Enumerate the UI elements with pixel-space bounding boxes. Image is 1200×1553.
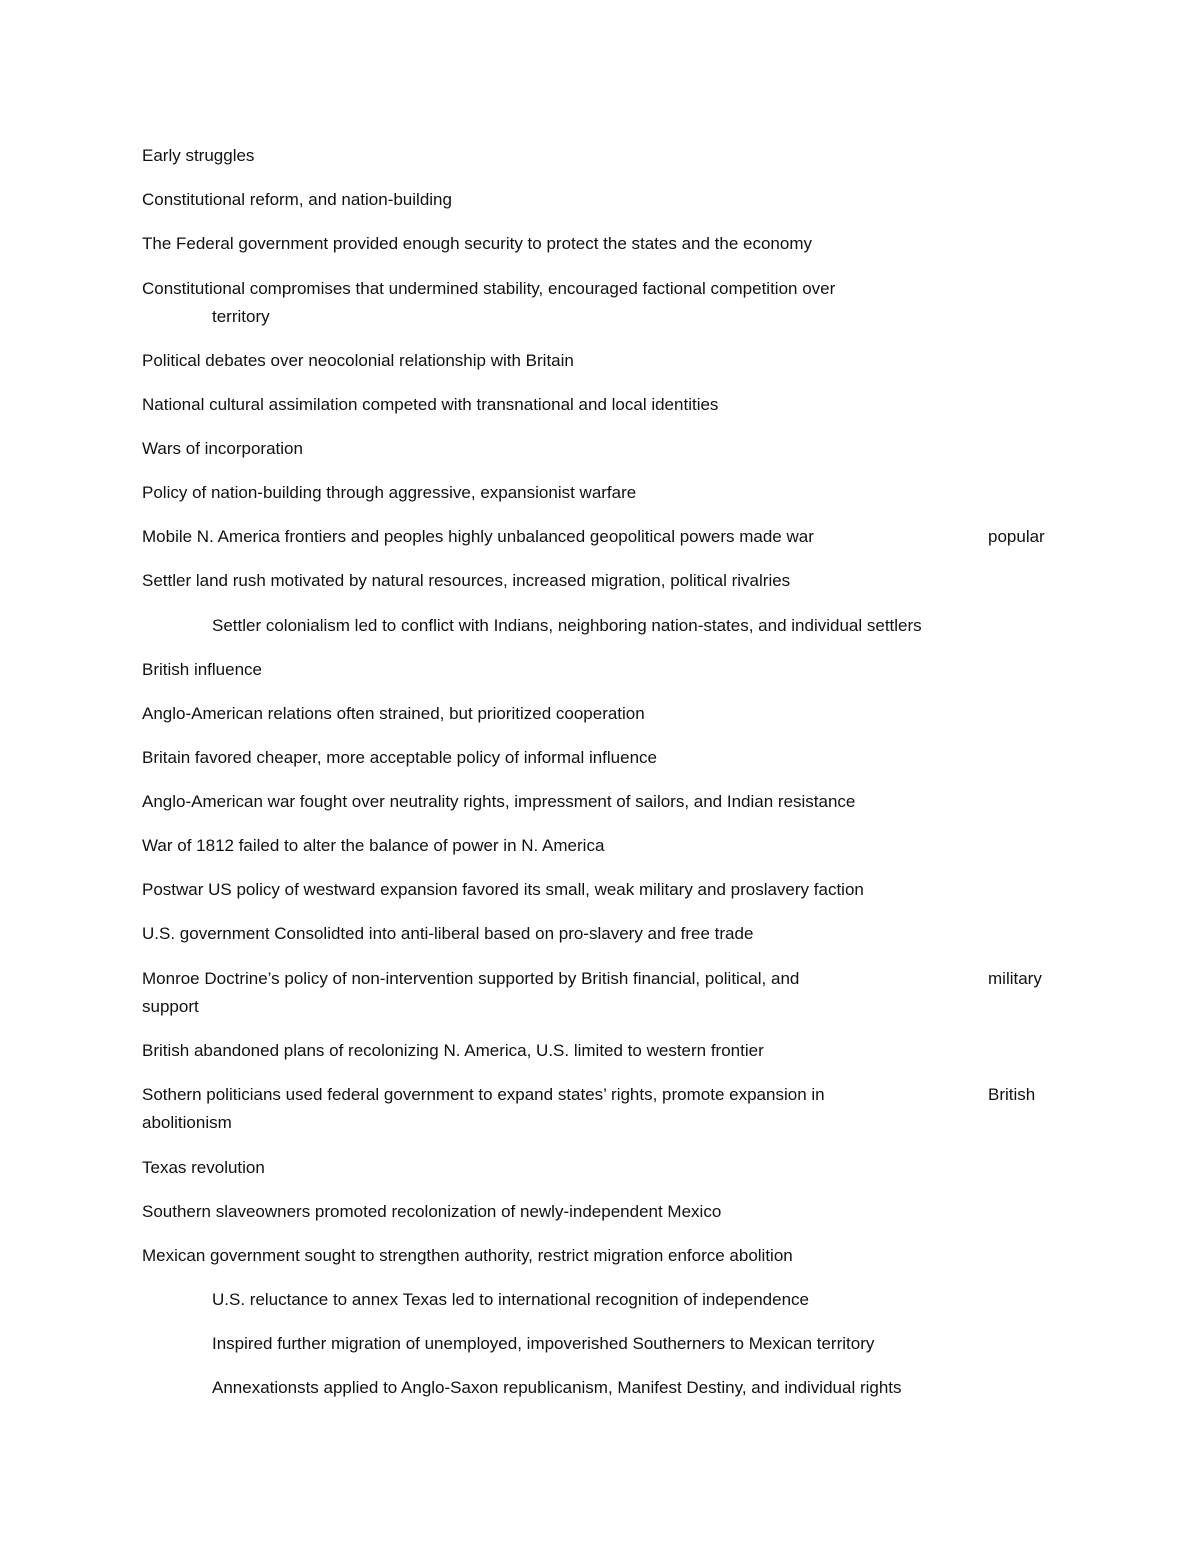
text-line: U.S. reluctance to annex Texas led to international recognition of independence: [212, 1290, 809, 1309]
text-line: Constitutional reform, and nation-building: [142, 190, 452, 209]
text-line: Britain favored cheaper, more acceptable policy of informal influence: [142, 748, 658, 767]
text-line-tab-word: British: [988, 1085, 1036, 1104]
text-line: territory: [212, 307, 270, 326]
text-line: Wars of incorporation: [142, 439, 303, 458]
text-line: Anglo-American war fought over neutrality rights, impressment of sailors, and Indian resistance: [142, 792, 856, 811]
text-line: Postwar US policy of westward expansion favored its small, weak military and proslavery faction: [142, 880, 864, 899]
text-line: Policy of nation-building through aggressive, expansionist warfare: [142, 483, 637, 502]
text-line: Settler land rush motivated by natural resources, increased migration, political rivalries: [142, 571, 791, 590]
text-line: British abandoned plans of recolonizing N. America, U.S. limited to western frontier: [142, 1041, 764, 1060]
text-line: Monroe Doctrine’s policy of non-intervention supported by British financial, political, and: [142, 969, 800, 988]
text-line: Inspired further migration of unemployed, impoverished Southerners to Mexican territory: [212, 1334, 875, 1353]
text-line: Southern slaveowners promoted recolonization of newly-independent Mexico: [142, 1202, 722, 1221]
text-line: Anglo-American relations often strained, but prioritized cooperation: [142, 704, 645, 723]
text-line: abolitionism: [142, 1113, 232, 1132]
text-line: Texas revolution: [142, 1158, 265, 1177]
text-line: National cultural assimilation competed with transnational and local identities: [142, 395, 719, 414]
text-line: Mexican government sought to strengthen authority, restrict migration enforce abolition: [142, 1246, 793, 1265]
text-line: The Federal government provided enough security to protect the states and the economy: [142, 234, 813, 253]
text-line: Settler colonialism led to conflict with Indians, neighboring nation-states, and individual settlers: [212, 616, 922, 635]
text-line-tab-word: military: [988, 969, 1042, 988]
text-line: Constitutional compromises that undermined stability, encouraged factional competition over: [142, 279, 836, 298]
text-line: Early struggles: [142, 146, 255, 165]
text-line: Sothern politicians used federal government to expand states’ rights, promote expansion in: [142, 1085, 825, 1104]
text-line: War of 1812 failed to alter the balance of power in N. America: [142, 836, 605, 855]
text-line: U.S. government Consolidted into anti-liberal based on pro-slavery and free trade: [142, 924, 754, 943]
text-line: Mobile N. America frontiers and peoples highly unbalanced geopolitical powers made war: [142, 527, 814, 546]
text-line: Annexationsts applied to Anglo-Saxon republicanism, Manifest Destiny, and individual rights: [212, 1378, 902, 1397]
text-line: support: [142, 997, 199, 1016]
text-line: British influence: [142, 660, 263, 679]
text-line: Political debates over neocolonial relationship with Britain: [142, 351, 574, 370]
text-line-tab-word: popular: [988, 527, 1045, 546]
